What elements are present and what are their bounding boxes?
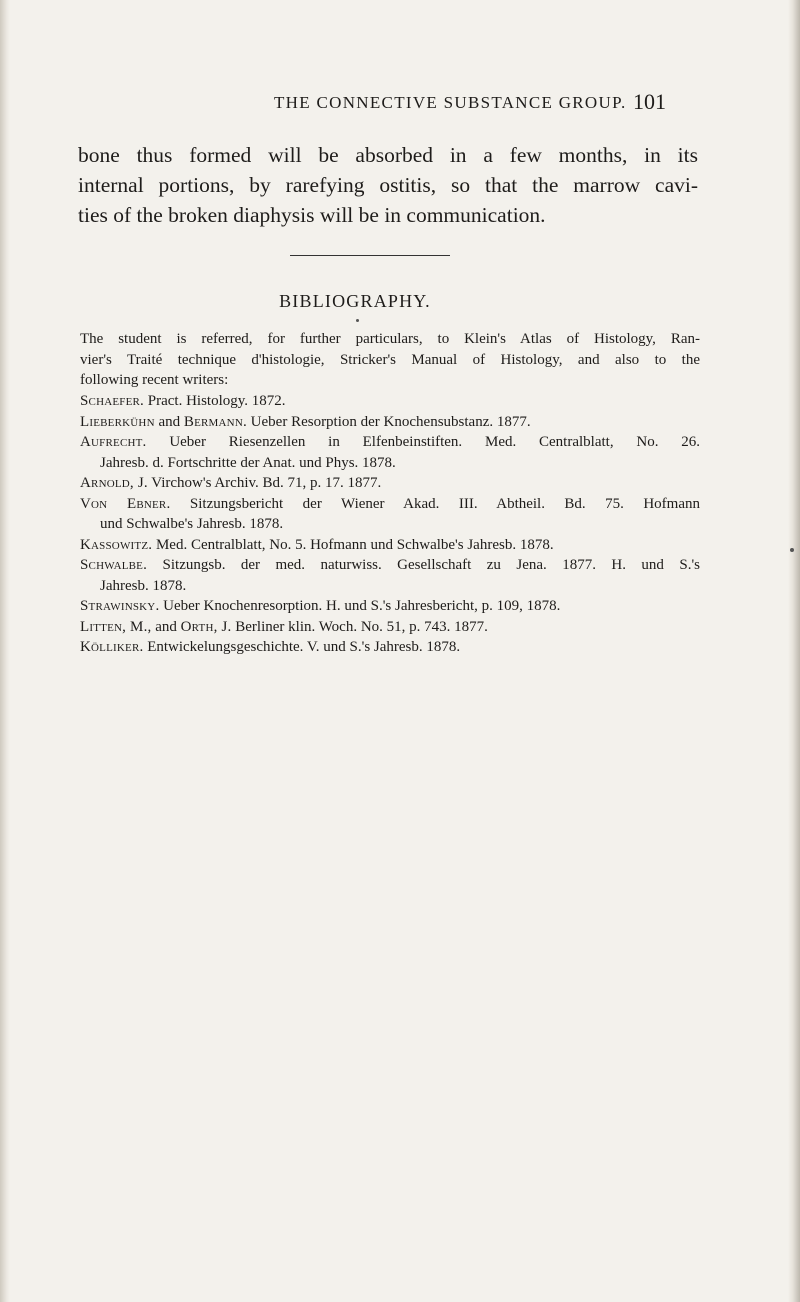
page-number: 101 (633, 89, 666, 114)
entry-text: Ueber Riesenzellen in Elfenbeinstiften. Med. Centralblatt, No. 26. (169, 434, 700, 450)
bibliography-entry (80, 494, 700, 515)
entry-continuation: Jahresb. d. Fortschritte der Anat. und Phys. 1878. (100, 454, 396, 471)
entry-continuation: Jahresb. 1878. (100, 577, 187, 594)
bibliography-list (80, 391, 700, 658)
entry-text: Ueber Knochenresorption. H. und S.'s Jahresbericht, p. 109, 1878. (163, 598, 561, 614)
entry-text: Med. Centralblatt, No. 5. Hofmann und Schwalbe's Jahresb. 1878. (155, 536, 554, 553)
bibliography-entry (80, 637, 700, 658)
intro-line: vier's Traité technique d'histologie, Stricker's Manual of Histology, and also to the (80, 351, 700, 368)
section-divider (290, 255, 450, 256)
entry-text: Entwickelungsgeschichte. V. und S.'s Jahresb. 1878. (147, 639, 461, 655)
entry-coauthor: Orth, J. (180, 618, 232, 635)
bibliography-entry (80, 432, 700, 453)
body-line: bone thus formed will be absorbed in a few months, in its (78, 143, 698, 167)
bibliography-entry (80, 596, 700, 617)
body-line: ties of the broken diaphysis will be in communication. (78, 203, 546, 227)
page-edge-left (0, 0, 10, 1302)
bibliography-entry (80, 535, 700, 556)
entry-author: Von Ebner. (80, 495, 171, 512)
entry-text: Berliner klin. Woch. No. 51, p. 743. 1877. (235, 618, 488, 635)
entry-author: Litten, M., (80, 618, 152, 635)
bibliography-entry (80, 617, 700, 638)
entry-connector: and (158, 413, 181, 430)
body-paragraph (78, 140, 698, 230)
entry-author: Schwalbe. (80, 557, 148, 573)
entry-connector: and (155, 618, 177, 635)
running-title: THE CONNECTIVE SUBSTANCE GROUP. (274, 93, 627, 112)
running-head (274, 89, 666, 119)
ink-speck (790, 548, 794, 552)
intro-line: The student is referred, for further particulars, to Klein's Atlas of Histology, Ran- (80, 331, 700, 347)
entry-author: Kölliker. (80, 639, 144, 655)
bibliography-entry (80, 473, 700, 494)
entry-text: Virchow's Archiv. Bd. 71, p. 17. 1877. (151, 475, 382, 491)
entry-text: Sitzungsb. der med. naturwiss. Gesellschaft zu Jena. 1877. H. und S.'s (162, 557, 701, 573)
bibliography-intro (80, 329, 700, 391)
entry-text: Pract. Histology. 1872. (147, 393, 286, 409)
entry-coauthor: Bermann. (183, 413, 247, 430)
bibliography-entry (80, 555, 700, 576)
entry-author: Arnold, J. (80, 475, 148, 491)
entry-author: Strawinsky. (80, 598, 160, 614)
page-edge-right (788, 0, 800, 1302)
entry-text: Sitzungsbericht der Wiener Akad. III. Abtheil. Bd. 75. Hofmann (189, 495, 700, 512)
entry-author: Aufrecht. (80, 434, 147, 450)
bibliography-entry (80, 412, 700, 433)
bibliography-title: BIBLIOGRAPHY. (279, 291, 431, 311)
entry-continuation: und Schwalbe's Jahresb. 1878. (100, 516, 284, 532)
entry-author: Lieberkühn (80, 413, 155, 430)
entry-author: Kassowitz. (80, 536, 153, 553)
intro-line: following recent writers: (80, 372, 229, 388)
ink-speck (356, 319, 359, 322)
body-line: internal portions, by rarefying ostitis, so that the marrow cavi- (78, 173, 698, 197)
entry-text: Ueber Resorption der Knochensubstanz. 1877. (250, 413, 531, 430)
entry-author: Schaefer. (80, 393, 145, 409)
bibliography-entry (80, 391, 700, 412)
